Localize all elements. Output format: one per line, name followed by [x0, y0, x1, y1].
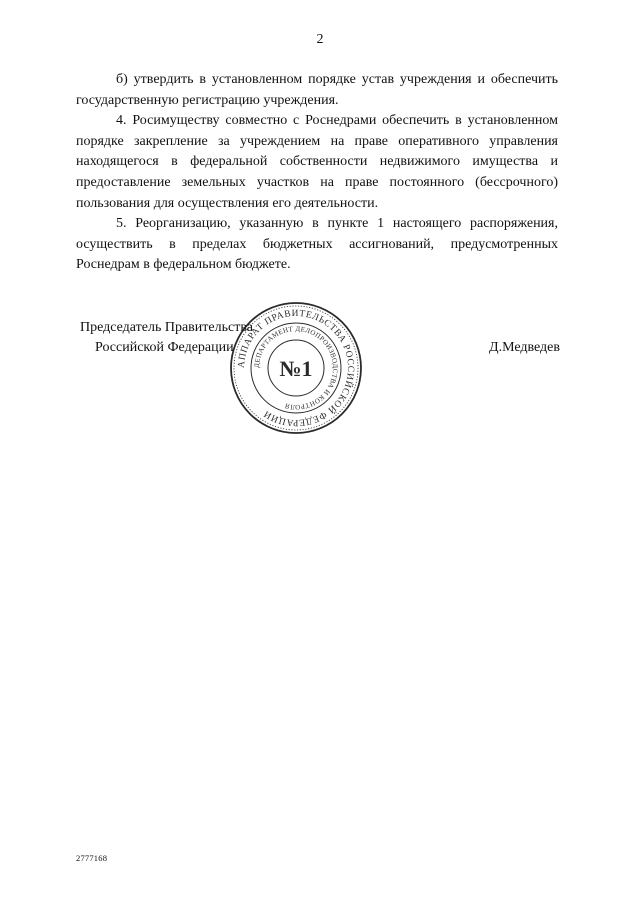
paragraph-approve-charter: б) утвердить в установленном порядке устав учреждения и обеспечить государственную регистрацию учреждения. [76, 72, 558, 108]
signatory-title-line-1: Председатель Правительства [80, 320, 253, 335]
official-seal-stamp [228, 300, 364, 436]
document-id: 2777168 [76, 853, 108, 863]
document-body [76, 70, 558, 276]
signatory-name: Д.Медведев [489, 340, 560, 355]
seal-outer-text: АППАРАТ ПРАВИТЕЛЬСТВА РОССИЙСКОЙ ФЕДЕРАЦИИ [236, 308, 356, 428]
page-number: 2 [316, 32, 324, 47]
paragraph-reorganization-funding: 5. Реорганизацию, указанную в пункте 1 настоящего распоряжения, осуществить в пределах бюджетных ассигнований, предусмотренных Роснедрам в федеральном бюджете. [76, 216, 558, 273]
paragraph-property-assignment: 4. Росимуществу совместно с Роснедрами обеспечить в установленном порядке закрепление за учреждением на праве оперативного управления находящегося в федеральной собственности недвижимого имущества и предоставление земельных участков на праве постоянного (бессрочного) пользования для осуществления его деятельности. [76, 113, 558, 211]
seal-center-number: №1 [279, 356, 313, 381]
seal-graphic [228, 300, 364, 436]
seal-inner-text: ДЕПАРТАМЕНТ ДЕЛОПРОИЗВОДСТВА И КОНТРОЛЯ [252, 324, 340, 412]
signatory-title-line-2: Российской Федерации [95, 340, 234, 355]
